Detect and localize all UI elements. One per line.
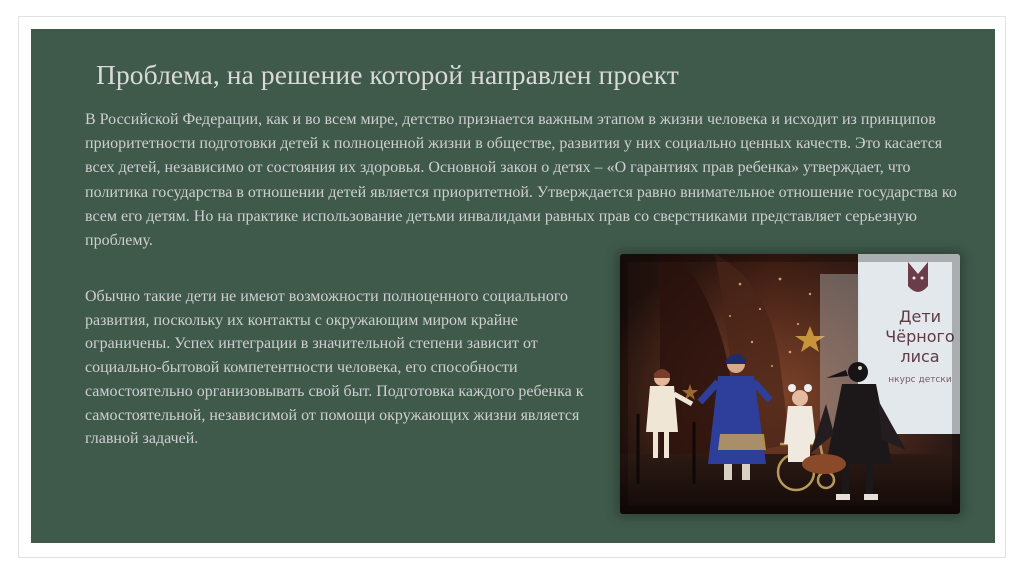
banner-line-1: Дети xyxy=(898,307,942,326)
banner-subline: нкурс детски xyxy=(888,375,952,385)
theater-performance-photo xyxy=(620,254,960,514)
slide xyxy=(31,29,995,543)
banner-line-2: Чёрного xyxy=(885,327,955,346)
paragraph-integration: Обычно такие дети не имеют возможности полноценного социального развития, поскольку их контакты с окружающим миром крайне ограничены. Успех интеграции в значительной степени зависит от социально-бытовой компетентности человека, его способности самостоятельно организовывать свой быт. Подготовка каждого ребенка к самостоятельной, независимой от помощи окружающих жизни является главной задачей. xyxy=(85,288,584,448)
slide-title: Проблема, на решение которой направлен проект xyxy=(96,59,679,90)
banner-line-3: лиса xyxy=(900,347,940,366)
paragraph-intro: В Российской Федерации, как и во всем мире, детство признается важным этапом в жизни человека и исходит из принципов приоритетности подготовки детей к полноценной жизни в обществе, развития у них социально ценных качеств. Это касается всех детей, независимо от состояния их здоровья. Основной закон о детях – «О гарантиях прав ребенка» утверждает, что политика государства в отношении детей является приоритетной. Утверждается равно внимательное отношение государства ко всем его детям. Но на практике использование детьми инвалидами равных прав со сверстниками представляет серьезную проблему. xyxy=(85,111,957,250)
